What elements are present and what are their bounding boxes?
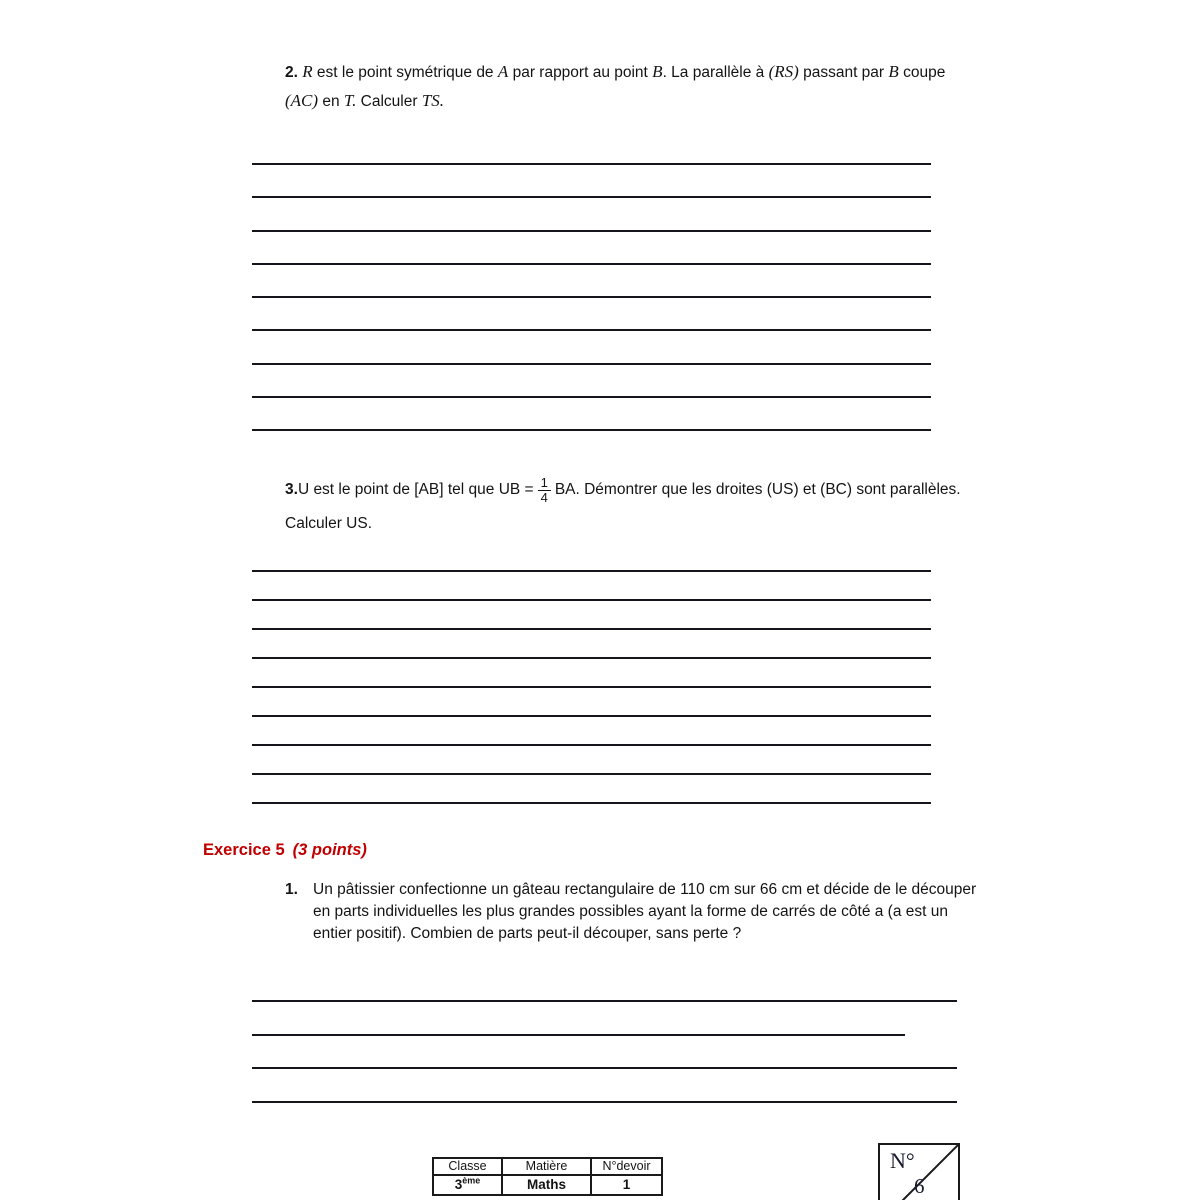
text-segment: Calculer (356, 93, 422, 110)
question-number: 2. (285, 64, 303, 81)
table-header-row (433, 1158, 662, 1175)
math-var: (AC) (285, 91, 319, 110)
question-2 (285, 58, 945, 116)
text-segment: passant par (798, 64, 889, 81)
exercice-title: Exercice 5 (203, 841, 285, 859)
answer-line (252, 265, 931, 298)
answer-line (252, 601, 931, 630)
question-text (313, 879, 976, 945)
header-classe: Classe (433, 1158, 502, 1175)
answer-line (252, 746, 931, 775)
answer-line (252, 1002, 905, 1036)
text-segment: U est le point de [AB] tel que UB = (297, 481, 534, 498)
question-line: en parts individuelles les plus grandes possibles ayant la forme de carrés de côté a (a est un (313, 903, 948, 920)
exercice-points: (3 points) (292, 841, 367, 859)
question-line: Un pâtissier confectionne un gâteau rectangulaire de 110 cm sur 66 cm et décide de le découper (313, 881, 977, 898)
value-ndevoir: 1 (591, 1175, 662, 1195)
fraction-one-quarter (538, 476, 551, 504)
math-var: TS. (421, 91, 445, 110)
header-matiere: Matière (502, 1158, 591, 1175)
text-segment: en (318, 93, 344, 110)
answer-line (252, 165, 931, 198)
fraction-numerator: 1 (540, 474, 548, 490)
number-label: N° (890, 1148, 915, 1173)
math-var: B (888, 62, 899, 81)
answer-line (252, 630, 931, 659)
answer-line (252, 688, 931, 717)
answer-line (252, 298, 931, 331)
question-2-line-1 (285, 58, 945, 87)
answer-line (252, 198, 931, 231)
question-number: 3. (285, 481, 298, 498)
math-var: A (497, 62, 509, 81)
math-var: R (302, 62, 313, 81)
exercice-5-question-1 (285, 879, 976, 945)
math-var: B (652, 62, 663, 81)
value-classe (433, 1175, 502, 1195)
classe-base: 3 (454, 1177, 463, 1192)
answer-line (252, 1069, 957, 1103)
page-number: 6 (914, 1174, 925, 1198)
answer-lines-q3 (252, 543, 931, 804)
answer-line (252, 659, 931, 688)
answer-line (252, 968, 957, 1002)
question-2-line-2 (285, 87, 945, 116)
text-segment: est le point symétrique de (312, 64, 498, 81)
answer-line (252, 232, 931, 265)
question-3-line-1 (285, 471, 961, 509)
header-ndevoir: N°devoir (591, 1158, 662, 1175)
answer-line (252, 365, 931, 398)
answer-line (252, 543, 931, 572)
page-number-box (878, 1143, 960, 1200)
answer-line (252, 572, 931, 601)
table-value-row (433, 1175, 662, 1195)
answer-line (252, 132, 931, 165)
math-var: T. (343, 91, 357, 110)
text-segment: coupe (898, 64, 946, 81)
footer-info-table (432, 1157, 663, 1196)
fraction-denominator: 4 (538, 490, 551, 505)
question-line: entier positif). Combien de parts peut-il découper, sans perte ? (313, 925, 742, 942)
question-3-line-2: Calculer US. (285, 515, 372, 532)
classe-superscript: ème (462, 1175, 481, 1186)
answer-line (252, 331, 931, 364)
answer-lines-q2 (252, 132, 931, 431)
math-var: (RS) (768, 62, 799, 81)
answer-line (252, 398, 931, 431)
answer-line (252, 775, 931, 804)
question-number: 1. (285, 881, 298, 898)
answer-line (252, 717, 931, 746)
answer-lines-ex5 (252, 968, 957, 1103)
text-segment: par rapport au point (508, 64, 653, 81)
value-matiere: Maths (502, 1175, 591, 1195)
text-segment: BA. Démontrer que les droites (US) et (BC) sont parallèles. (554, 481, 961, 498)
exercice-5-heading (203, 841, 367, 860)
question-3 (285, 471, 961, 534)
answer-line (252, 1036, 957, 1070)
text-segment: . La parallèle à (662, 64, 769, 81)
